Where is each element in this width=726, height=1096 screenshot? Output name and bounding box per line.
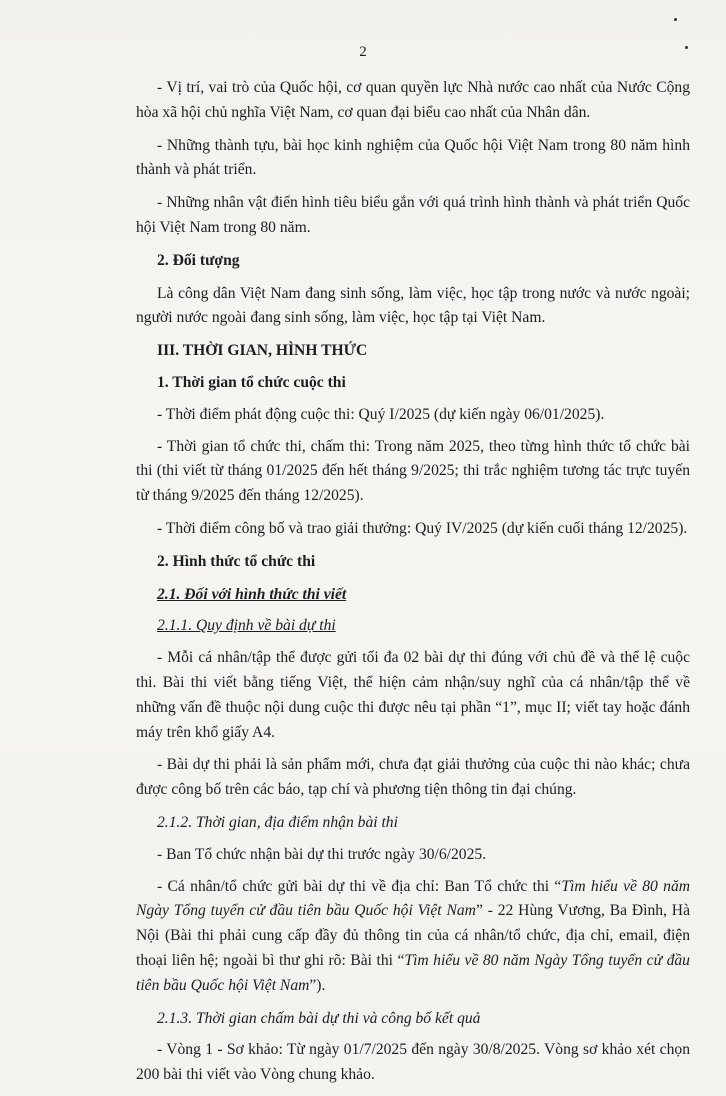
contest-name: Tìm hiểu về 80 năm Ngày Tổng tuyển cử đầu tiên bầu Quốc hội Việt Nam xyxy=(136,951,690,994)
subsection-heading xyxy=(136,583,690,608)
section-heading: 2. Đối tượng xyxy=(157,251,240,269)
text-run: ” - 22 Hùng Vương, Ba Đình, Hà Nội (Bài thi phải cung cấp đầy đủ thông tin của cá nhân/tổ chức, địa chỉ, email, điện thoại liên hệ; ngoài bì thư ghi rõ: Bài thi “ xyxy=(136,902,690,969)
text-run: ”). xyxy=(309,976,326,994)
section-heading: 1. Thời gian tổ chức cuộc thi xyxy=(157,373,346,391)
section-heading: 2. Hình thức tổ chức thi xyxy=(157,552,316,570)
page-number: 2 xyxy=(359,44,367,60)
subsubsection-heading-text: 2.1.1. Quy định về bài dự thi xyxy=(157,617,336,635)
subsubsection-heading-text: 2.1.3. Thời gian chấm bài dự thi và công bố kết quả xyxy=(157,1009,481,1027)
text-run: - Cá nhân/tổ chức gửi bài dự thi về địa chỉ: Ban Tổ chức thi “ xyxy=(157,877,562,895)
subsection-heading-text: 2.1. Đối với hình thức thi viết xyxy=(157,585,347,603)
paragraph xyxy=(136,875,690,999)
paragraph: - Thời gian tổ chức thi, chấm thi: Trong năm 2025, theo từng hình thức tổ chức bài thi (thi viết từ tháng 01/2025 đến hết tháng 9/2025; thi trắc nghiệm tương tác trực tuyến từ tháng 9/2025 đến tháng 12/2025). xyxy=(136,437,690,505)
scan-speck xyxy=(674,18,677,21)
paragraph: - Vị trí, vai trò của Quốc hội, cơ quan quyền lực Nhà nước cao nhất của Nước Cộng hòa xã hội chủ nghĩa Việt Nam, cơ quan đại biểu cao nhất của Nhân dân. xyxy=(136,79,690,121)
paragraph: - Những nhân vật điển hình tiêu biểu gắn với quá trình hình thành và phát triển Quốc hội Việt Nam trong 80 năm. xyxy=(136,194,690,236)
contest-name: Tìm hiểu về 80 năm Ngày Tổng tuyển cử đầu tiên bầu Quốc hội Việt Nam xyxy=(136,877,690,920)
subsubsection-heading-text: 2.1.2. Thời gian, địa điểm nhận bài thi xyxy=(157,813,398,831)
paragraph: Là công dân Việt Nam đang sinh sống, làm việc, học tập trong nước và nước ngoài; người nước ngoài đang sinh sống, làm việc, học tập tại Việt Nam. xyxy=(136,284,690,327)
subsubsection-heading xyxy=(136,1007,690,1032)
subsubsection-heading xyxy=(136,614,690,639)
paragraph: - Vòng 1 - Sơ khảo: Từ ngày 01/7/2025 đến ngày 30/8/2025. Vòng sơ khảo xét chọn 200 bài thi viết vào Vòng chung khảo. xyxy=(136,1041,690,1084)
paragraph: - Bài dự thi phải là sản phẩm mới, chưa đạt giải thưởng của cuộc thi nào khác; chưa được công bố trên các báo, tạp chí và phương tiện thông tin đại chúng. xyxy=(136,756,690,799)
paragraph: - Thời điểm phát động cuộc thi: Quý I/2025 (dự kiến ngày 06/01/2025). xyxy=(157,405,605,423)
paragraph: - Những thành tựu, bài học kinh nghiệm của Quốc hội Việt Nam trong 80 năm hình thành và phát triển. xyxy=(136,136,690,179)
section-heading: III. THỜI GIAN, HÌNH THỨC xyxy=(157,342,368,360)
subsubsection-heading xyxy=(136,811,690,836)
paragraph: - Ban Tổ chức nhận bài dự thi trước ngày 30/6/2025. xyxy=(157,845,487,863)
paragraph: - Mỗi cá nhân/tập thể được gửi tối đa 02 bài dự thi đúng với chủ đề và thể lệ cuộc thi. Bài thi viết bằng tiếng Việt, thể hiện cảm nhận/suy nghĩ của cá nhân/tập thể về những vấn đề thuộc nội dung cuộc thi được nêu tại phần “1”, mục II; viết tay hoặc đánh máy trên khổ giấy A4. xyxy=(136,649,690,741)
document-body xyxy=(136,76,690,1096)
paragraph: - Thời điểm công bố và trao giải thưởng: Quý IV/2025 (dự kiến cuối tháng 12/2025). xyxy=(157,519,688,537)
